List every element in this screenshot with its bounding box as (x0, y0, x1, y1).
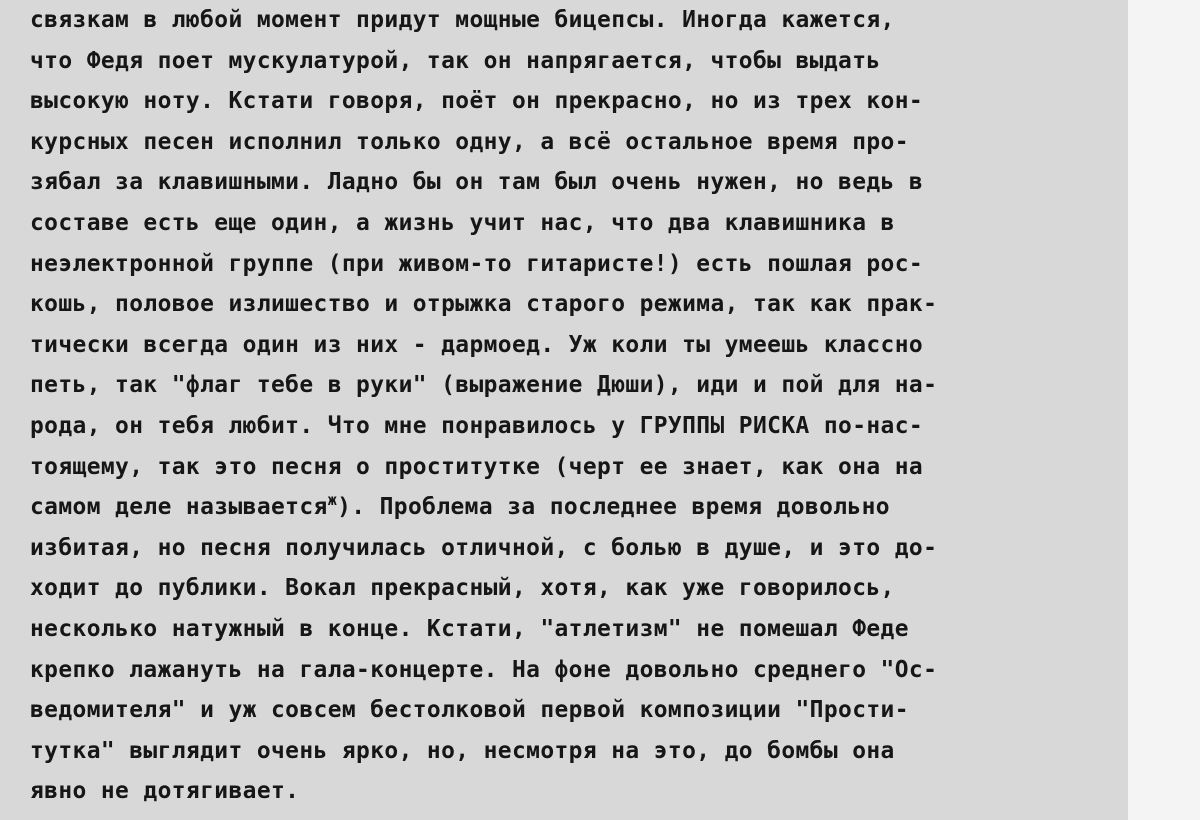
text-line-13-end: ). Проблема за последнее время довольно (337, 494, 890, 521)
text-line-12: тоящему, так это песня о проститутке (черт ее знает, как она на (30, 453, 924, 480)
text-line-19: тутка" выглядит очень ярко, но, несмотря на это, до бомбы она (30, 737, 895, 764)
page-margin (1128, 0, 1200, 820)
text-line-3: высокую ноту. Кстати говоря, поёт он прекрасно, но из трех кон- (30, 88, 924, 115)
text-line-10: петь, так "флаг тебе в руки" (выражение Дюши), иди и пой для на- (30, 372, 938, 399)
text-line-17: крепко лажануть на гала-концерте. На фоне довольно среднего "Ос- (30, 656, 938, 683)
text-line-16: несколько натужный в конце. Кстати, "атлетизм" не помешал Феде (30, 615, 909, 642)
text-line-8: кошь, половое излишество и отрыжка старого режима, так как прак- (30, 291, 938, 318)
footnote-marker: ж (327, 491, 338, 510)
text-line-13 (30, 487, 1121, 528)
text-line-15: ходит до публики. Вокал прекрасный, хотя, как уже говорилось, (30, 575, 895, 602)
text-line-1: связкам в любой момент придут мощные бицепсы. Иногда кажется, (30, 7, 895, 33)
text-line-11: рода, он тебя любит. Что мне понравилось у ГРУППЫ РИСКА по-нас- (30, 412, 924, 439)
text-line-14: избитая, но песня получилась отличной, с болью в душе, и это до- (30, 534, 938, 561)
text-line-18: ведомителя" и уж совсем бестолковой первой композиции "Прости- (30, 697, 909, 724)
text-line-13-start: самом деле называется (30, 494, 328, 521)
text-line-5: зябал за клавишными. Ладно бы он там был очень нужен, но ведь в (30, 169, 924, 196)
text-line-7: неэлектронной группе (при живом-то гитаристе!) есть пошлая рос- (30, 250, 924, 277)
text-line-20: явно не дотягивает. (30, 778, 300, 805)
text-line-2: что Федя поет мускулатурой, так он напрягается, чтобы выдать (30, 47, 881, 74)
typewritten-text (30, 0, 1126, 812)
text-line-6: составе есть еще один, а жизнь учит нас, что два клавишника в (30, 209, 895, 236)
text-line-9: тически всегда один из них - дармоед. Уж коли ты умеешь классно (30, 331, 924, 358)
text-line-4: курсных песен исполнил только одну, а всё остальное время про- (30, 128, 909, 155)
